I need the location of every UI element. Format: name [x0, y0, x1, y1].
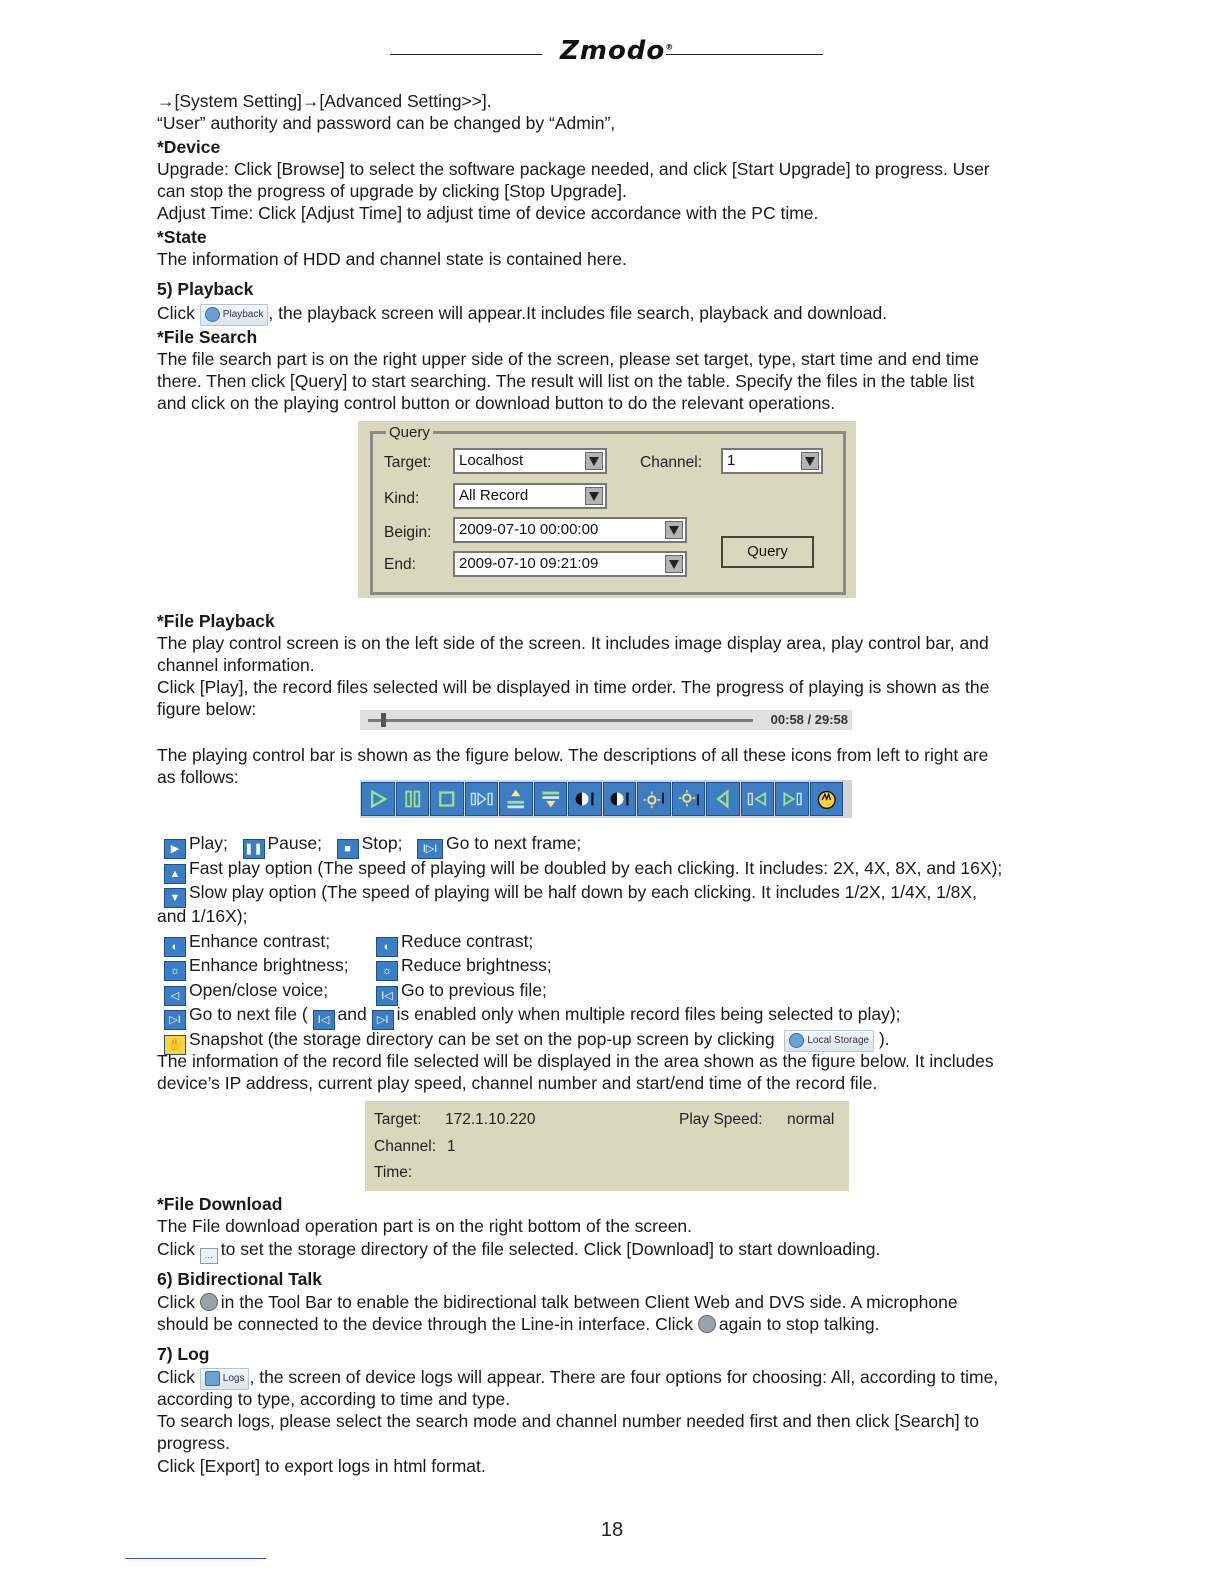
- heading-bidirectional-talk: 6) Bidirectional Talk: [157, 1269, 322, 1289]
- slow-play-icon[interactable]: [534, 782, 568, 816]
- legend-row: ▼ Slow play option (The speed of playing will be half down by each clicking. It includes 1/2X, 1/4X, 1/8X,: [164, 881, 977, 908]
- legend-row: ▶ Play; ❚❚ Pause; ■ Stop; I▷I Go to next frame;: [164, 832, 581, 859]
- end-datetime-picker[interactable]: 2009-07-10 09:21:09: [453, 551, 687, 577]
- info-time-label: Time:: [374, 1164, 413, 1181]
- channel-select[interactable]: 1: [721, 448, 823, 474]
- next-file-icon: ▷I: [164, 1010, 186, 1030]
- text-line: device’s IP address, current play speed, channel number and start/end time of the record file.: [157, 1073, 878, 1093]
- text-line: To search logs, please select the search mode and channel number needed first and then click [Search] to: [157, 1411, 980, 1431]
- info-target-label: Target:: [374, 1111, 422, 1128]
- previous-file-icon: I◁: [313, 1010, 335, 1030]
- info-channel-label: Channel:: [374, 1138, 437, 1155]
- storage-icon: [789, 1033, 804, 1048]
- legend-row: ☼ Enhance brightness;: [164, 954, 349, 981]
- text-line: can stop the progress of upgrade by clicking [Stop Upgrade].: [157, 181, 627, 201]
- text-line: “User” authority and password can be changed by “Admin”,: [157, 113, 616, 133]
- query-button[interactable]: Query: [721, 536, 814, 568]
- voice-icon: ◁: [164, 986, 186, 1006]
- legend-row: ☼ Reduce brightness;: [376, 954, 552, 981]
- heading-file-playback: *File Playback: [157, 611, 275, 631]
- text-line: and click on the playing control button or download button to do the relevant operations.: [157, 393, 836, 413]
- text-line: figure below:: [157, 699, 257, 719]
- query-legend: Query: [386, 424, 433, 441]
- text-line: The play control screen is on the left side of the screen. It includes image display area, play control bar, and: [157, 633, 989, 653]
- header-rule-right: [666, 54, 823, 55]
- text-line: →[System Setting]→[Advanced Setting>>].: [157, 91, 492, 111]
- enhance-brightness-icon[interactable]: [637, 782, 671, 816]
- logs-button[interactable]: Logs: [200, 1368, 250, 1390]
- browse-folder-icon[interactable]: …: [200, 1248, 218, 1264]
- info-speed-value: normal: [787, 1111, 835, 1128]
- legend-row: ▷I Go to next file ( I◁ and ▷I is enabled only when multiple record files being selected to play);: [164, 1003, 901, 1030]
- chevron-down-icon[interactable]: [801, 452, 819, 470]
- begin-label: Beigin:: [384, 524, 432, 541]
- play-icon[interactable]: [361, 782, 395, 816]
- text-line: The playing control bar is shown as the figure below. The descriptions of all these icons from left to right are: [157, 745, 989, 765]
- heading-playback: 5) Playback: [157, 279, 254, 299]
- enhance-contrast-icon[interactable]: [568, 782, 602, 816]
- talk-icon[interactable]: [698, 1315, 716, 1333]
- target-label: Target:: [384, 454, 432, 471]
- stop-icon[interactable]: [430, 782, 464, 816]
- text-line: Click … to set the storage directory of the file selected. Click [Download] to start downloading.: [157, 1238, 880, 1264]
- text-line: Upgrade: Click [Browse] to select the software package needed, and click [Start Upgrade] to progress. User: [157, 159, 990, 179]
- playback-icon: [205, 307, 220, 322]
- text-line: there. Then click [Query] to start searching. The result will list on the table. Specify the files in the table list: [157, 371, 975, 391]
- end-label: End:: [384, 556, 416, 573]
- logs-icon: [205, 1371, 220, 1386]
- reduce-brightness-icon[interactable]: [672, 782, 706, 816]
- footer-rule: [125, 1558, 266, 1559]
- begin-datetime-picker[interactable]: 2009-07-10 00:00:00: [453, 517, 687, 543]
- text-line: according to type, according to time and type.: [157, 1389, 511, 1409]
- brand-logo: Zmodo®: [560, 36, 675, 66]
- text-line: Adjust Time: Click [Adjust Time] to adjust time of device accordance with the PC time.: [157, 203, 819, 223]
- reduce-contrast-icon[interactable]: [603, 782, 637, 816]
- legend-row: ✋ Snapshot (the storage directory can be set on the pop-up screen by clicking Local Storage ).: [164, 1028, 890, 1055]
- enhance-brightness-icon: ☼: [164, 961, 186, 981]
- local-storage-button[interactable]: Local Storage: [784, 1030, 874, 1052]
- next-frame-icon[interactable]: [465, 782, 499, 816]
- text-line: Click Logs , the screen of device logs will appear. There are four options for choosing: All, according to time,: [157, 1366, 998, 1390]
- next-frame-icon: I▷I: [417, 839, 443, 859]
- snapshot-icon: ✋: [164, 1035, 186, 1055]
- text-line: channel information.: [157, 655, 315, 675]
- text-line: Click in the Tool Bar to enable the bidirectional talk between Client Web and DVS side. A microphone: [157, 1292, 958, 1312]
- info-speed-label: Play Speed:: [679, 1111, 763, 1128]
- kind-select[interactable]: All Record: [453, 483, 607, 509]
- voice-icon[interactable]: [706, 782, 740, 816]
- channel-label: Channel:: [640, 454, 703, 471]
- reduce-brightness-icon: ☼: [376, 961, 398, 981]
- text-line: should be connected to the device through the Line-in interface. Click again to stop talking.: [157, 1314, 880, 1334]
- playback-progress-bar[interactable]: [360, 710, 852, 730]
- heading-state: *State: [157, 227, 207, 247]
- text-line: The file search part is on the right upper side of the screen, please set target, type, start time and end time: [157, 349, 979, 369]
- progress-slider-handle[interactable]: [381, 713, 386, 727]
- progress-track[interactable]: [368, 719, 753, 722]
- enhance-contrast-icon: ◐: [164, 937, 186, 957]
- heading-file-search: *File Search: [157, 327, 258, 347]
- legend-row: I◁ Go to previous file;: [376, 979, 547, 1006]
- next-file-icon: ▷I: [372, 1010, 394, 1030]
- playback-button[interactable]: Playback: [200, 304, 269, 326]
- legend-row: ◁ Open/close voice;: [164, 979, 328, 1006]
- fast-play-icon: ▲: [164, 864, 186, 884]
- talk-icon[interactable]: [200, 1293, 218, 1311]
- chevron-down-icon[interactable]: [585, 487, 603, 505]
- text-line: Click [Play], the record files selected will be displayed in time order. The progress of playing is shown as the: [157, 677, 990, 697]
- stop-icon: ■: [337, 839, 359, 859]
- legend-row: ◐ Reduce contrast;: [376, 930, 533, 957]
- play-icon: ▶: [164, 839, 186, 859]
- fast-play-icon[interactable]: [499, 782, 533, 816]
- heading-log: 7) Log: [157, 1344, 210, 1364]
- info-target-value: 172.1.10.220: [445, 1111, 536, 1128]
- text-line: The information of HDD and channel state is contained here.: [157, 249, 627, 269]
- playback-control-bar: [360, 780, 852, 818]
- snapshot-icon[interactable]: [810, 782, 844, 816]
- heading-file-download: *File Download: [157, 1194, 283, 1214]
- legend-row: ◐ Enhance contrast;: [164, 930, 330, 957]
- query-panel: [358, 421, 856, 598]
- reduce-contrast-icon: ◐: [376, 937, 398, 957]
- target-select[interactable]: Localhost: [453, 448, 607, 474]
- text-line: Click Playback , the playback screen will appear.It includes file search, playback and download.: [157, 302, 887, 326]
- text-line: as follows:: [157, 767, 239, 787]
- slow-play-icon: ▼: [164, 888, 186, 908]
- previous-file-icon[interactable]: [741, 782, 775, 816]
- text-line: Click [Export] to export logs in html format.: [157, 1456, 486, 1476]
- progress-time: 00:58 / 29:58: [770, 712, 848, 727]
- text-line: The File download operation part is on the right bottom of the screen.: [157, 1216, 693, 1236]
- header-rule-left: [390, 54, 542, 55]
- text-line: The information of the record file selected will be displayed in the area shown as the figure below. It includes: [157, 1051, 994, 1071]
- kind-label: Kind:: [384, 490, 420, 507]
- info-channel-value: 1: [447, 1138, 456, 1155]
- page-number: 18: [600, 1519, 624, 1541]
- legend-row: ▲ Fast play option (The speed of playing will be doubled by each clicking. It includes: 2X, 4X, 8X, and 16X);: [164, 857, 1002, 884]
- heading-device: *Device: [157, 137, 221, 157]
- previous-file-icon: I◁: [376, 986, 398, 1006]
- text-line: progress.: [157, 1433, 230, 1453]
- pause-icon: ❚❚: [243, 839, 265, 859]
- record-info-panel: [365, 1101, 849, 1191]
- chevron-down-icon[interactable]: [665, 555, 683, 573]
- chevron-down-icon[interactable]: [665, 521, 683, 539]
- text-line: and 1/16X);: [157, 906, 248, 926]
- chevron-down-icon[interactable]: [585, 452, 603, 470]
- pause-icon[interactable]: [396, 782, 430, 816]
- next-file-icon[interactable]: [775, 782, 809, 816]
